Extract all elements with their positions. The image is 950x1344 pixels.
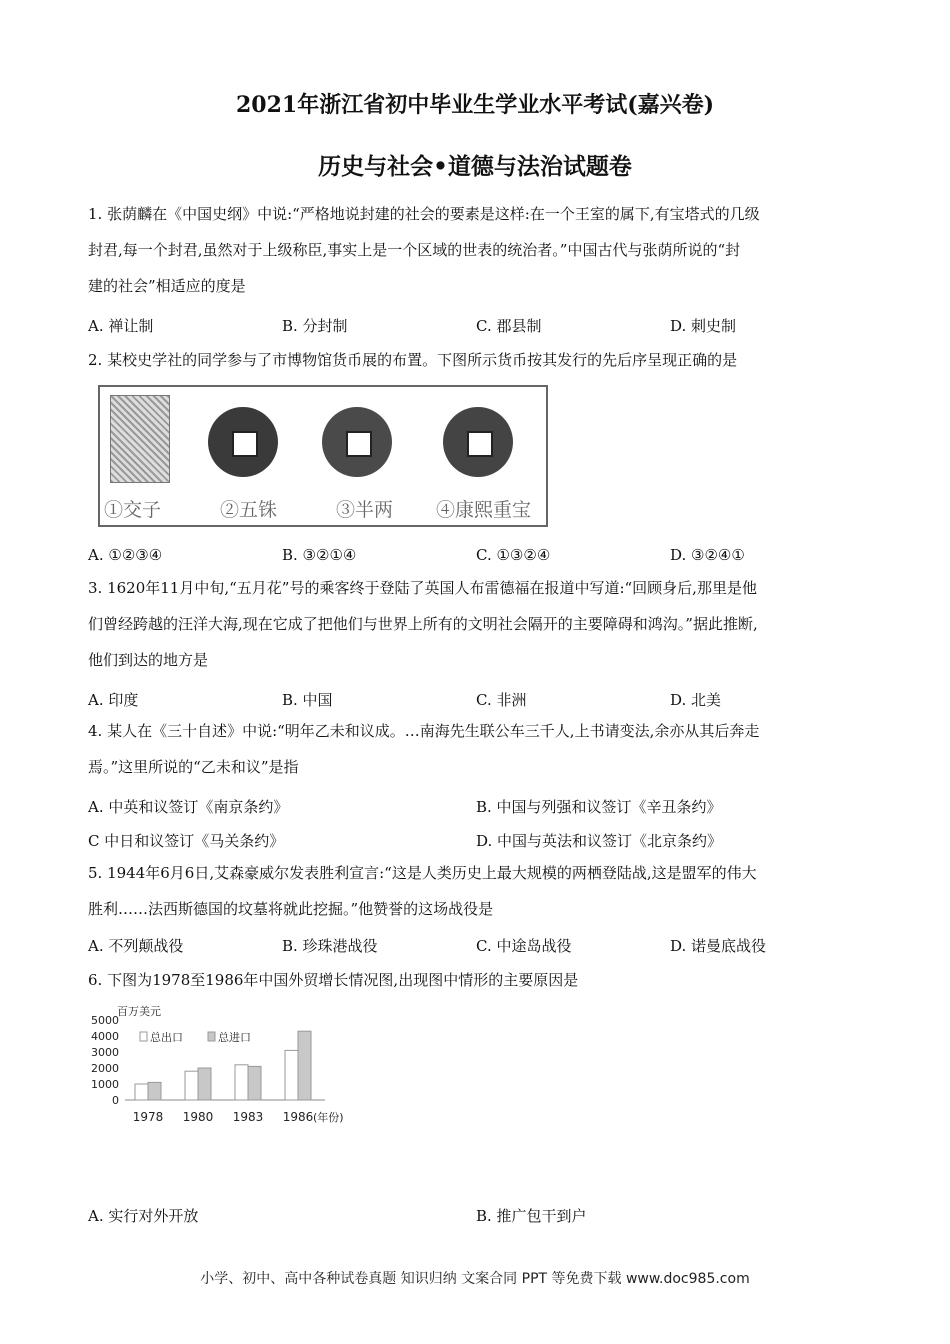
y-axis-label: 百万美元	[117, 1005, 161, 1018]
q1-option-d[interactable]: D. 刺史制	[670, 317, 737, 335]
text-line: 们曾经跨越的汪洋大海,现在它成了把他们与世界上所有的文明社会隔开的主要障碍和鸿沟。”据此推断,	[88, 615, 758, 633]
exam-subtitle: 历史与社会•道德与法治试题卷	[318, 153, 632, 180]
bar-总出口-1980	[185, 1071, 198, 1100]
coin-caption-2: ②五铢	[220, 499, 278, 521]
q5-option-a[interactable]: A. 不列颠战役	[88, 937, 184, 955]
question-5-text	[88, 855, 863, 927]
text-line: 6. 下图为1978至1986年中国外贸增长情况图,出现图中情形的主要原因是	[88, 971, 579, 989]
exam-title: 2021年浙江省初中毕业生学业水平考试(嘉兴卷)	[235, 92, 715, 118]
q1-option-b[interactable]: B. 分封制	[282, 317, 348, 335]
legend-swatch	[140, 1032, 147, 1041]
q5-option-b[interactable]: B. 珍珠港战役	[282, 937, 378, 955]
coin-caption-4: ④康熙重宝	[436, 499, 532, 521]
bar-总进口-1983	[248, 1066, 261, 1100]
q3-option-b[interactable]: B. 中国	[282, 691, 333, 709]
bar-总出口-1978	[135, 1084, 148, 1100]
q4-option-b[interactable]: B. 中国与列强和议签订《辛丑条约》	[476, 798, 722, 816]
question-4-text	[88, 713, 863, 785]
y-tick-label: 0	[112, 1094, 119, 1107]
text-line: 建的社会”相适应的度是	[88, 277, 246, 295]
x-tick-label: 1986	[282, 1110, 314, 1124]
q3-option-c[interactable]: C. 非洲	[476, 691, 527, 709]
q4-option-a[interactable]: A. 中英和议签订《南京条约》	[88, 798, 289, 816]
x-tick-label: 1983	[232, 1110, 264, 1124]
bar-总进口-1986	[298, 1031, 311, 1100]
bar-总进口-1978	[148, 1082, 161, 1100]
question-6-text	[88, 962, 863, 998]
page-footer: 小学、初中、高中各种试卷真题 知识归纳 文案合同 PPT 等免费下载 www.doc985.com	[200, 1271, 750, 1287]
banliang-coin-image	[322, 407, 392, 477]
y-tick-label: 4000	[91, 1030, 119, 1043]
text-line: 1. 张荫麟在《中国史纲》中说:“严格地说封建的社会的要素是这样:在一个王室的属下,有宝塔式的几级	[88, 205, 760, 223]
q6-option-a[interactable]: A. 实行对外开放	[88, 1207, 199, 1225]
question-3-text	[88, 570, 863, 678]
q2-option-a[interactable]: A. ①②③④	[88, 546, 163, 564]
q4-option-d[interactable]: D. 中国与英法和议签订《北京条约》	[476, 832, 723, 850]
text-line: 封君,每一个封君,虽然对于上级称臣,事实上是一个区域的世表的统治者。”中国古代与张荫所说的“封	[88, 241, 741, 259]
q3-option-a[interactable]: A. 印度	[88, 691, 139, 709]
x-tick-label: 1980	[182, 1110, 214, 1124]
bar-总出口-1983	[235, 1065, 248, 1100]
q5-option-d[interactable]: D. 诺曼底战役	[670, 937, 767, 955]
text-line: 2. 某校史学社的同学参与了市博物馆货币展的布置。下图所示货币按其发行的先后序呈现正确的是	[88, 351, 738, 369]
text-line: 5. 1944年6月6日,艾森豪威尔发表胜利宣言:“这是人类历史上最大规模的两栖登陆战,这是盟军的伟大	[88, 864, 757, 882]
q2-option-b[interactable]: B. ③②①④	[282, 546, 357, 564]
text-line: 胜利……法西斯德国的坟墓将就此挖掘。”他赞誉的这场战役是	[88, 900, 494, 918]
q1-option-a[interactable]: A. 禅让制	[88, 317, 154, 335]
jiaozi-note-image	[110, 395, 170, 483]
legend-label: 总出口	[150, 1031, 183, 1044]
y-tick-label: 3000	[91, 1046, 119, 1059]
q2-option-d[interactable]: D. ③②④①	[670, 546, 745, 564]
question-1-text	[88, 196, 863, 304]
bar-总进口-1980	[198, 1068, 211, 1100]
wuzhu-coin-image	[208, 407, 278, 477]
text-line: 4. 某人在《三十自述》中说:“明年乙未和议成。…南海先生联公车三千人,上书请变法,余亦从其后奔走	[88, 722, 760, 740]
legend-swatch	[208, 1032, 215, 1041]
q1-option-c[interactable]: C. 郡县制	[476, 317, 542, 335]
question-2-text	[88, 342, 863, 378]
y-tick-label: 5000	[91, 1014, 119, 1027]
text-line: 他们到达的地方是	[88, 651, 209, 669]
q2-option-c[interactable]: C. ①③②④	[476, 546, 551, 564]
bar-总出口-1986	[285, 1050, 298, 1100]
x-tick-label: 1978	[132, 1110, 164, 1124]
x-axis-label: (年份)	[313, 1111, 344, 1124]
y-tick-label: 1000	[91, 1078, 119, 1091]
y-tick-label: 2000	[91, 1062, 119, 1075]
trade-bar-chart	[80, 1005, 370, 1135]
q3-option-d[interactable]: D. 北美	[670, 691, 722, 709]
legend-label: 总进口	[218, 1031, 251, 1044]
q4-option-c[interactable]: C 中日和议签订《马关条约》	[88, 832, 285, 850]
kangxi-coin-image	[443, 407, 513, 477]
q5-option-c[interactable]: C. 中途岛战役	[476, 937, 572, 955]
coin-caption-1: ①交子	[104, 499, 162, 521]
coin-caption-3: ③半两	[336, 499, 394, 521]
text-line: 3. 1620年11月中旬,“五月花”号的乘客终于登陆了英国人布雷德福在报道中写道:“回顾身后,那里是他	[88, 579, 757, 597]
text-line: 焉。”这里所说的“乙未和议”是指	[88, 758, 299, 776]
q6-option-b[interactable]: B. 推广包干到户	[476, 1207, 587, 1225]
coin-figure	[98, 385, 548, 527]
